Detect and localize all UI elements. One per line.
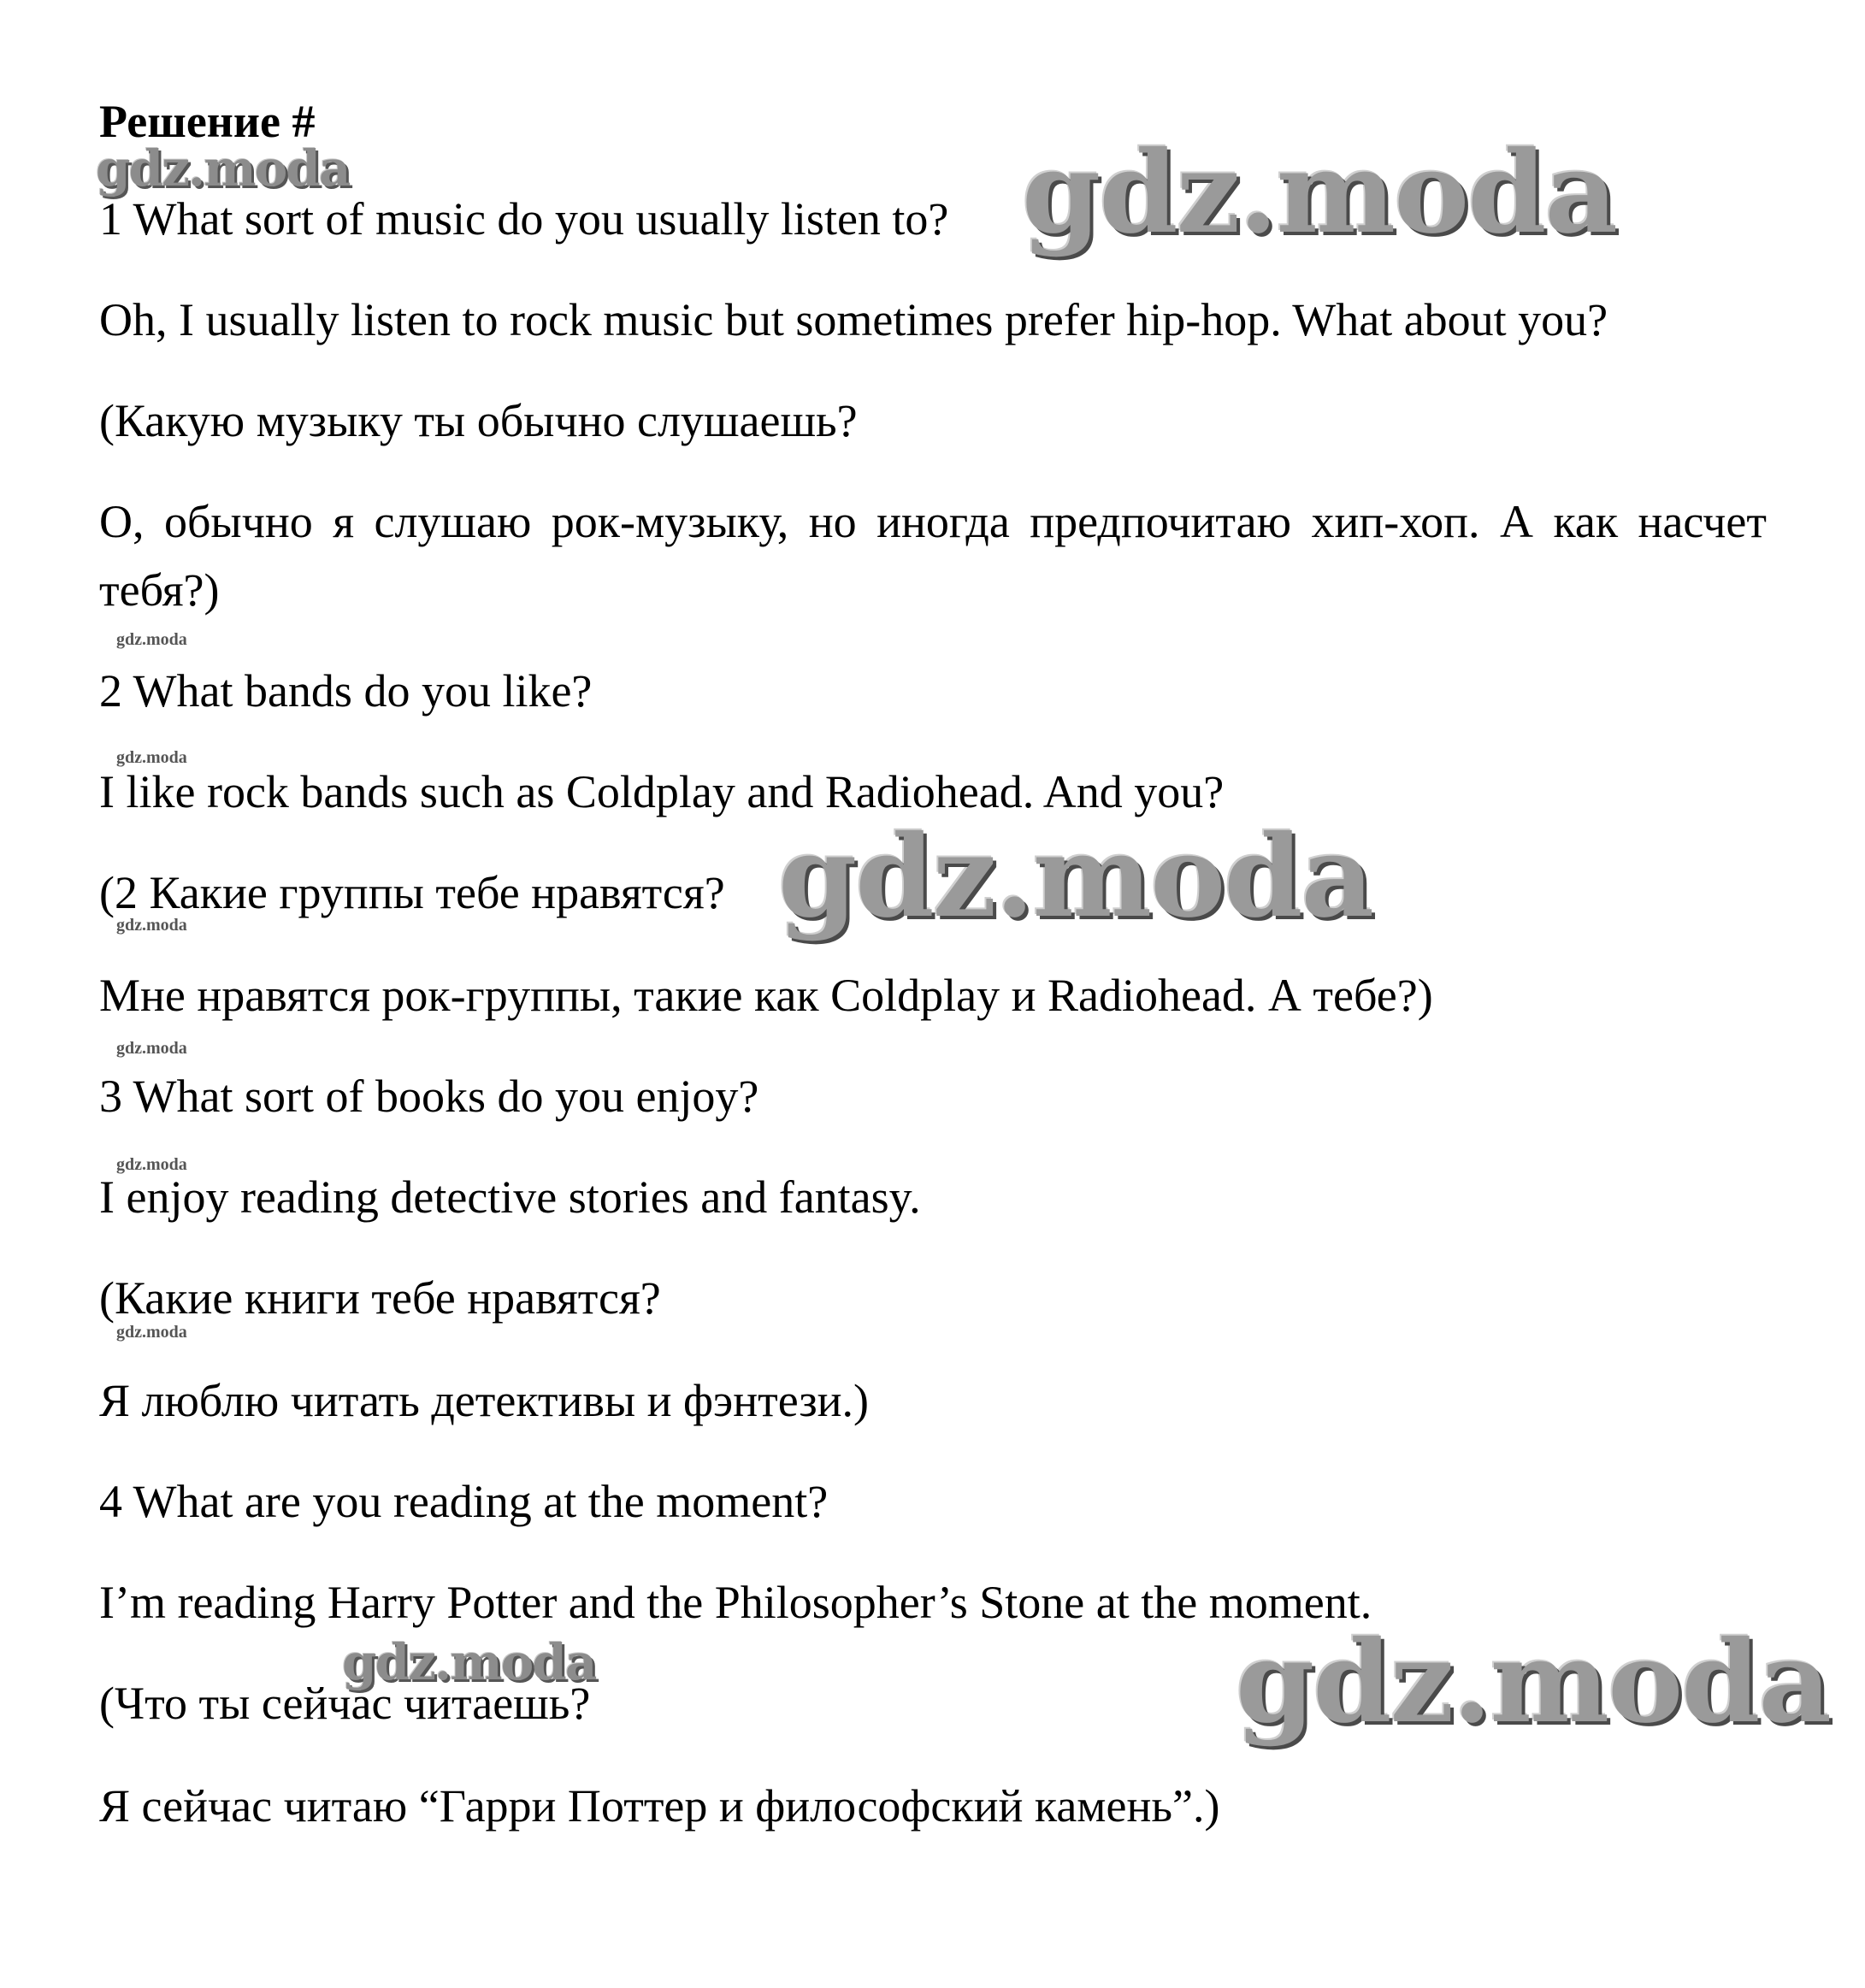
- question-3-translation: (Какие книги тебе нравятся?: [99, 1272, 661, 1324]
- answer-1: Oh, I usually listen to rock music but sometimes prefer hip-hop. What about you?: [99, 294, 1608, 345]
- answer-4-translation: Я сейчас читаю “Гарри Поттер и философский камень”.): [99, 1780, 1220, 1832]
- answer-4: I’m reading Harry Potter and the Philosopher’s Stone at the moment.: [99, 1577, 1372, 1628]
- watermark-logo: gdz.moda: [342, 1633, 596, 1691]
- watermark-logo: gdz.moda: [116, 748, 187, 767]
- question-1-translation: (Какую музыку ты обычно слушаешь?: [99, 395, 858, 446]
- question-2-translation: (2 Какие группы тебе нравятся?: [99, 867, 725, 918]
- watermark-logo: gdz.moda: [96, 139, 350, 198]
- watermark-logo: gdz.moda: [778, 811, 1373, 943]
- answer-2: I like rock bands such as Coldplay and Radiohead. And you?: [99, 766, 1225, 817]
- question-4: 4 What are you reading at the moment?: [99, 1476, 829, 1527]
- watermark-logo: gdz.moda: [1022, 127, 1617, 259]
- watermark-logo: gdz.moda: [116, 1039, 187, 1058]
- question-2: 2 What bands do you like?: [99, 665, 593, 717]
- answer-2-translation: Мне нравятся рок-группы, такие как Coldplay и Radiohead. А тебе?): [99, 970, 1433, 1021]
- watermark-logo: gdz.moda: [116, 916, 187, 935]
- watermark-logo: gdz.moda: [116, 1323, 187, 1342]
- question-4-translation: (Что ты сейчас читаешь?: [99, 1678, 591, 1729]
- question-3: 3 What sort of books do you enjoy?: [99, 1071, 759, 1122]
- watermark-logo: gdz.moda: [116, 1155, 187, 1174]
- solution-heading: Решение #: [99, 96, 316, 147]
- watermark-logo: gdz.moda: [1236, 1616, 1831, 1749]
- answer-3-translation: Я люблю читать детективы и фэнтези.): [99, 1375, 870, 1426]
- answer-1-translation: О, обычно я слушаю рок-музыку, но иногда предпочитаю хип-хоп. А как насчет тебя?): [99, 496, 1767, 616]
- answer-3: I enjoy reading detective stories and fantasy.: [99, 1171, 921, 1223]
- watermark-logo: gdz.moda: [116, 630, 187, 649]
- question-1: 1 What sort of music do you usually listen to?: [99, 193, 949, 245]
